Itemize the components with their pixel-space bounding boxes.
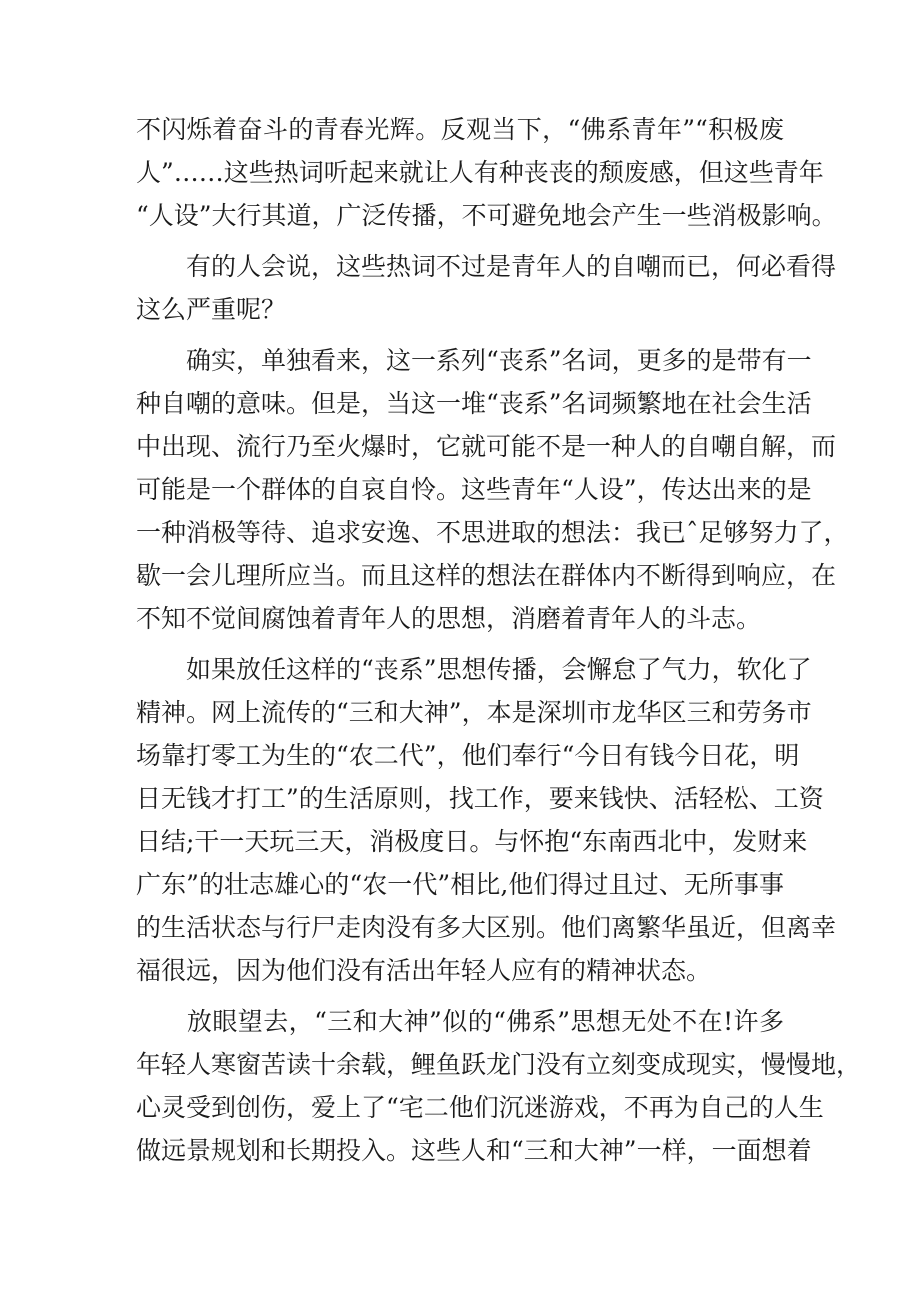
text-line: 广东”的壮志雄心的“农一代”相比,他们得过且过、无所事事 (136, 870, 784, 899)
text-line: 场靠打零工为生的“农二代”，他们奉行“今日有钱今日花，明 (136, 741, 800, 770)
text-line: 日无钱才打工”的生活原则，找工作，要来钱快、活轻松、工资 (136, 784, 824, 813)
text-line: 做远景规划和长期投入。这些人和“三和大神”一样，一面想着 (136, 1136, 812, 1165)
paragraph-4 (136, 648, 837, 992)
text-line: 福很远，因为他们没有活出年轻人应有的精神状态。 (136, 956, 712, 985)
text-line: 不知不觉间腐蚀着青年人的思想，消磨着青年人的斗志。 (136, 604, 762, 633)
text-line: 可能是一个群体的自哀自怜。这些青年“人设”，传达出来的是 (136, 475, 812, 504)
text-line: 这么严重呢？ (136, 295, 287, 324)
text-line: 的生活状态与行尸走肉没有多大区别。他们离繁华虽近，但离幸 (136, 913, 837, 942)
text-line: 放眼望去，“三和大神”似的“佛系”思想无处不在!许多 (136, 1007, 784, 1036)
text-line: 年轻人寒窗苦读十余载，鲤鱼跃龙门没有立刻变成现实，慢慢地， (136, 1050, 862, 1079)
text-line: 人”……这些热词听起来就让人有种丧丧的颓废感，但这些青年 (136, 158, 824, 187)
text-line: 一种消极等待、追求安逸、不思进取的想法：我已ˆ足够努力了， (136, 518, 849, 547)
body-text (136, 108, 862, 1172)
text-line: 日结;干一天玩三天，消极度日。与怀抱“东南西北中，发财来 (136, 827, 808, 856)
text-line: 确实，单独看来，这一系列“丧系”名词，更多的是带有一 (136, 346, 812, 375)
text-line: 如果放任这样的“丧系”思想传播，会懈怠了气力，软化了 (136, 655, 812, 684)
paragraph-2 (136, 245, 837, 331)
paragraph-3 (136, 339, 849, 640)
text-line: 心灵受到创伤，爱上了“宅二他们沉迷游戏，不再为自己的人生 (136, 1093, 824, 1122)
text-line: 精神。网上流传的“三和大神”，本是深圳市龙华区三和劳务市 (136, 698, 812, 727)
paragraph-5 (136, 1000, 862, 1172)
text-line: 不闪烁着奋斗的青春光辉。反观当下，“佛系青年”“积极废 (136, 115, 784, 144)
text-line: 有的人会说，这些热词不过是青年人的自嘲而已，何必看得 (136, 252, 837, 281)
text-line: “人设”大行其道，广泛传播，不可避免地会产生一些消极影响。 (136, 201, 837, 230)
paragraph-1 (136, 108, 837, 237)
text-line: 中出现、流行乃至火爆时，它就可能不是一种人的自嘲自解，而 (136, 432, 837, 461)
text-line: 歇一会儿理所应当。而且这样的想法在群体内不断得到响应，在 (136, 561, 837, 590)
text-line: 种自嘲的意味。但是，当这一堆“丧系”名词频繁地在社会生活 (136, 389, 812, 418)
